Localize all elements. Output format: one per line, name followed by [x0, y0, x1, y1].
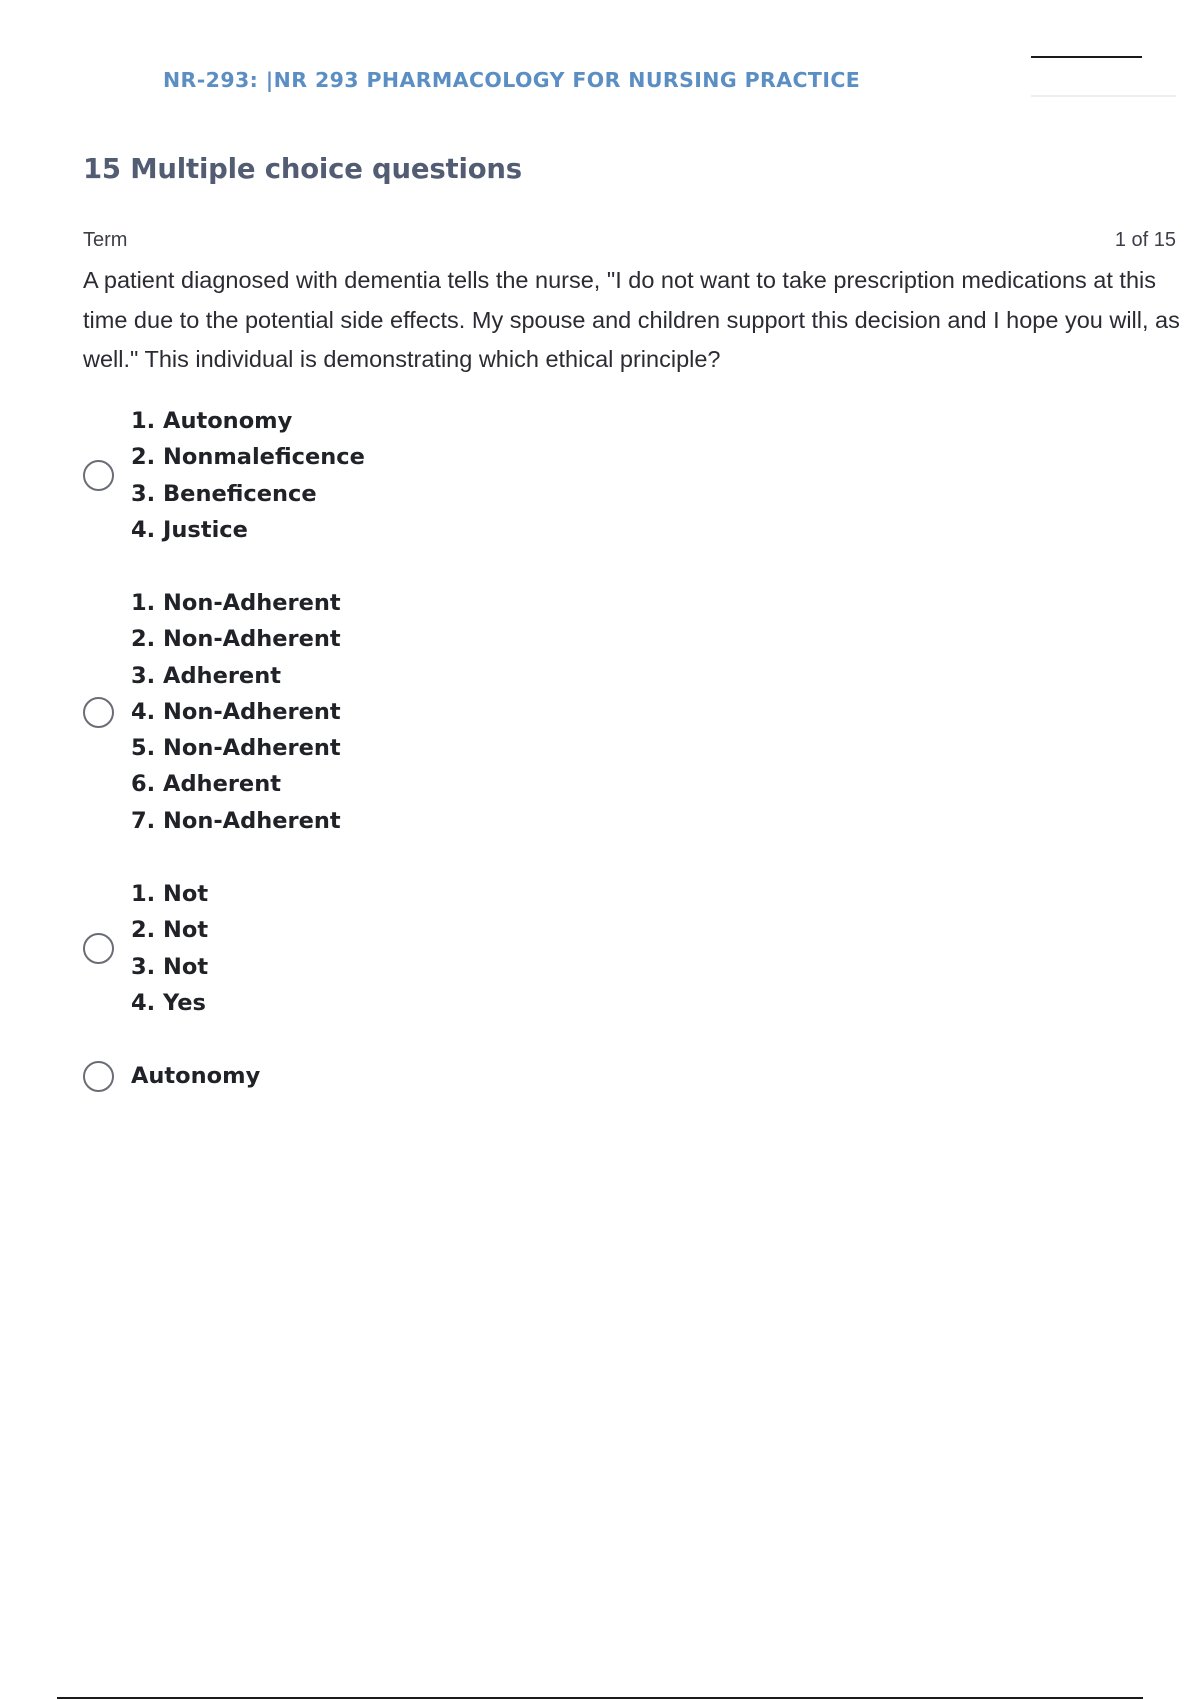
answer-line: 1. Non-Adherent [131, 590, 341, 616]
radio-button-icon[interactable] [83, 933, 114, 964]
document-header: NR-293: |NR 293 PHARMACOLOGY FOR NURSING PRACTICE [163, 68, 861, 92]
answer-line: 6. Adherent [131, 771, 281, 798]
answer-line: 3. Beneficence [131, 480, 317, 507]
answer-line: 4. Non-Adherent [131, 698, 341, 725]
top-right-rule [1031, 56, 1142, 58]
answer-option-1[interactable] [83, 403, 365, 548]
answer-option-3[interactable] [83, 876, 208, 1021]
answer-line: 7. Non-Adherent [131, 807, 341, 834]
radio-button-icon[interactable] [83, 1061, 114, 1092]
question-counter: 1 of 15 [1114, 229, 1176, 251]
question-text: A patient diagnosed with dementia tells the nurse, "I do not want to take prescription medications at this time due to the potential side effects. My spouse and children support this decision and I hope you will, as well." This individual is demonstrating which ethical principle? [83, 267, 1180, 372]
answer-line: 1. Not [131, 881, 209, 907]
answer-line: 4. Yes [131, 989, 206, 1016]
answer-line: 3. Not [131, 953, 209, 980]
answer-option-4[interactable] [83, 1058, 260, 1094]
bottom-rule [57, 1697, 1143, 1699]
answer-option-text [131, 876, 208, 1021]
answer-line: Autonomy [131, 1063, 261, 1089]
answer-option-text [131, 1058, 260, 1094]
answer-option-text [131, 585, 341, 839]
radio-button-icon[interactable] [83, 697, 114, 728]
answer-line: 1. Autonomy [131, 408, 293, 434]
answer-line: 3. Adherent [131, 662, 281, 689]
answer-line: 2. Nonmaleficence [131, 444, 365, 471]
top-right-faint-rule [1031, 95, 1176, 97]
answer-line: 2. Non-Adherent [131, 626, 341, 653]
radio-button-icon[interactable] [83, 460, 114, 491]
answer-line: 2. Not [131, 917, 209, 944]
term-label: Term [83, 229, 128, 251]
answer-option-text [131, 403, 365, 548]
set-title: 15 Multiple choice questions [83, 153, 522, 185]
answer-line: 4. Justice [131, 516, 248, 543]
answer-option-2[interactable] [83, 585, 341, 839]
answer-line: 5. Non-Adherent [131, 735, 341, 762]
